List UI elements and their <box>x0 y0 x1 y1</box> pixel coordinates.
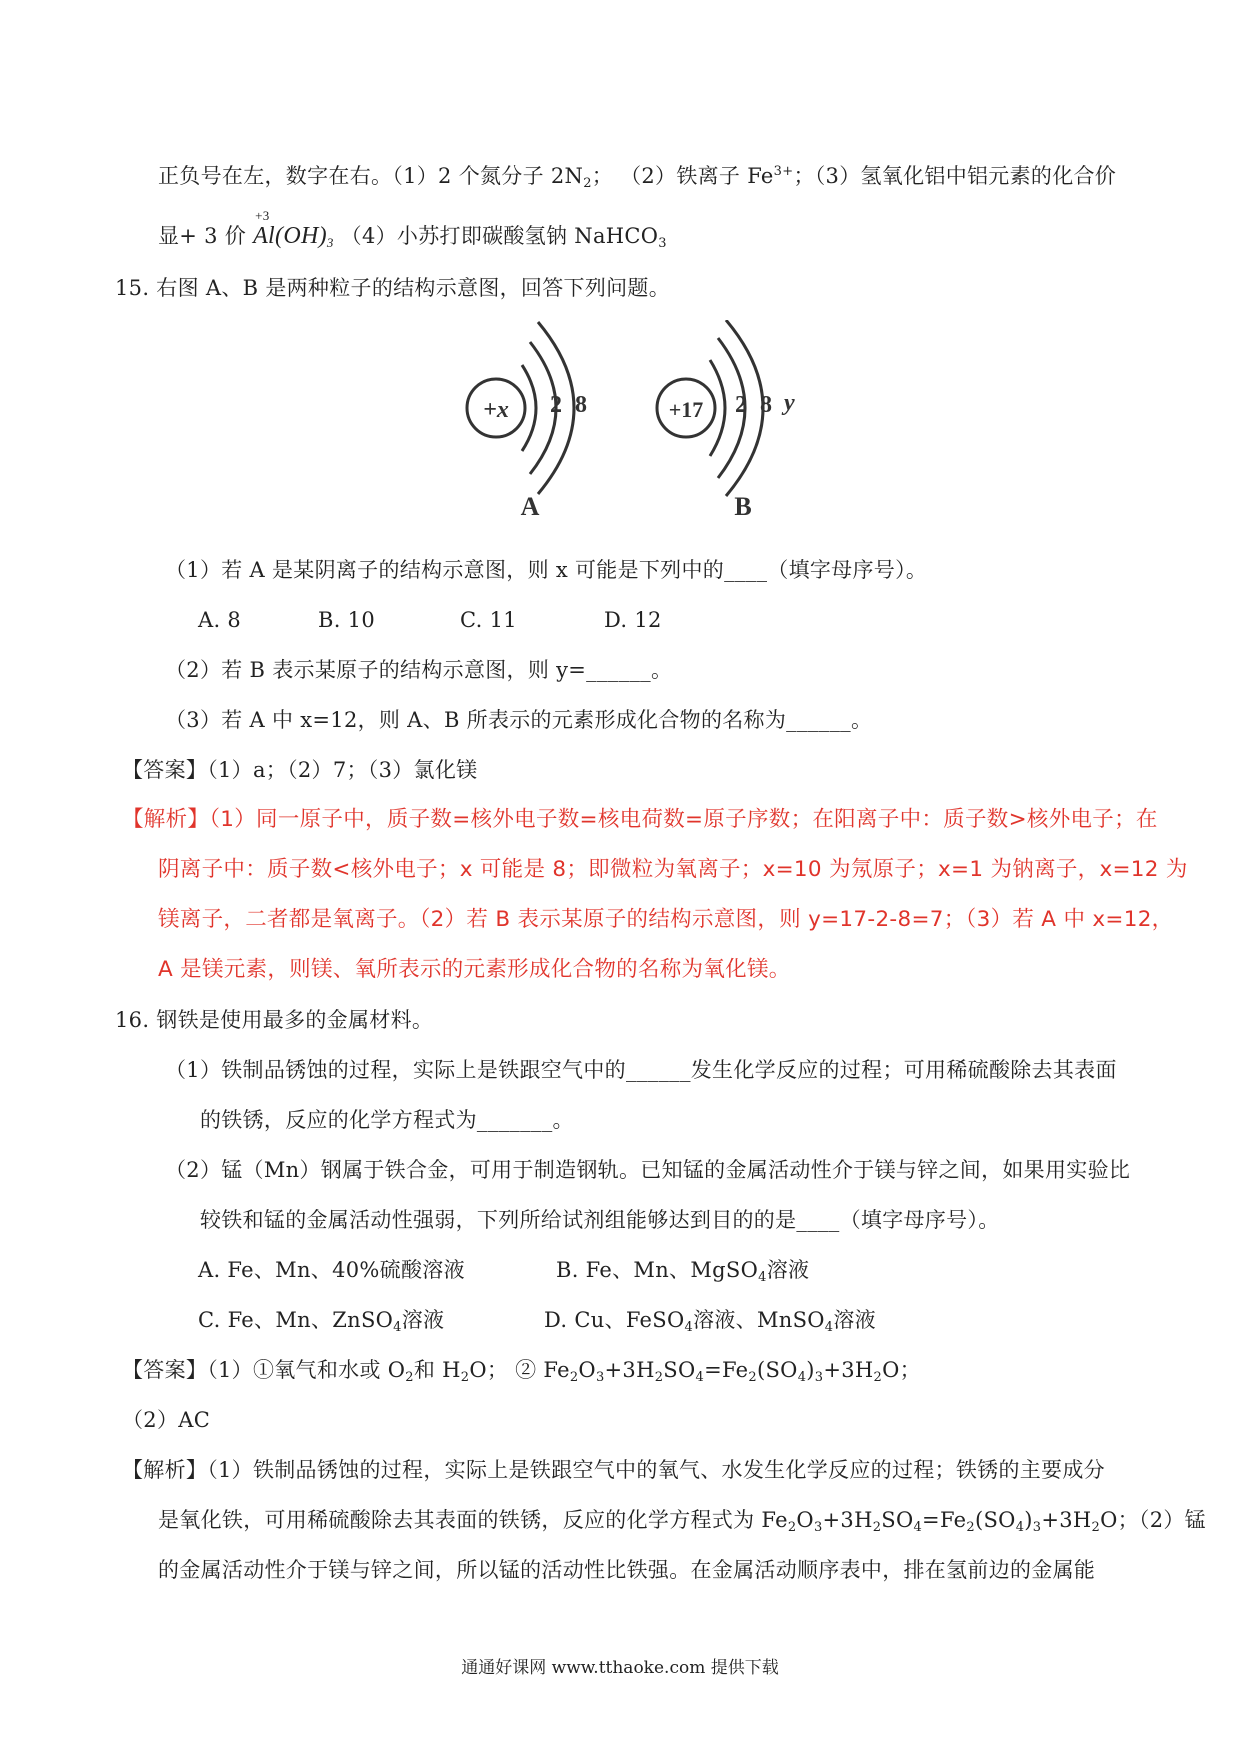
question-16-sub1-cont: 的铁锈，反应的化学方程式为_______。 <box>200 1108 574 1132</box>
text-run: D. Cu、FeSO <box>544 1308 685 1332</box>
text-run: 是氧化铁，可用稀硫酸除去其表面的铁锈，反应的化学方程式为 Fe <box>158 1508 788 1532</box>
text-run: B. Fe、Mn、MgSO <box>556 1258 759 1282</box>
text-run: 溶液 <box>833 1308 876 1332</box>
question-16-analysis-cont: 的金属活动性介于镁与锌之间，所以锰的活动性比铁强。在金属活动顺序表中，排在氢前边的金属能 <box>158 1558 1096 1582</box>
text-run: 显+ 3 价 <box>158 224 254 248</box>
question-16-analysis-cont <box>158 1506 1206 1542</box>
label-B: B <box>734 492 752 521</box>
question-15-analysis-line: 【解析】（1）同一原子中，质子数=核外电子数=核电荷数=原子序数；在阳离子中：质子数>核外电子；在 <box>122 807 1158 832</box>
superscript: 3+ <box>773 164 794 179</box>
text-run: (SO <box>974 1508 1016 1532</box>
question-15-sub1: （1）若 A 是某阴离子的结构示意图，则 x 可能是下列中的____（填字母序号）。 <box>165 558 928 582</box>
text-run: 和 H <box>413 1358 461 1382</box>
text-run: +3H <box>1041 1508 1092 1532</box>
label-A: A <box>520 492 540 521</box>
subscript: 4 <box>824 1320 834 1335</box>
text-run: 溶液、MnSO <box>693 1308 825 1332</box>
text-run: 【答案】（1）①氧气和水或 O <box>122 1358 406 1382</box>
question-16-analysis: 【解析】（1）铁制品锈蚀的过程，实际上是铁跟空气中的氧气、水发生化学反应的过程；铁锈的主要成分 <box>122 1458 1105 1482</box>
text-run: ；（3）氢氧化铝中铝元素的化合价 <box>793 164 1117 188</box>
subscript: 4 <box>758 1270 767 1285</box>
text-run: SO <box>663 1358 696 1382</box>
question-16-answer <box>122 1356 921 1392</box>
text-run: O <box>578 1358 596 1382</box>
valence-formula <box>253 208 334 257</box>
option-c: C. 11 <box>460 608 517 632</box>
question-16-sub2-cont: 较铁和锰的金属活动性强弱，下列所给试剂组能够达到目的的是____（填字母序号）。 <box>200 1208 1000 1232</box>
question-16-sub1: （1）铁制品锈蚀的过程，实际上是铁跟空气中的______发生化学反应的过程；可用稀硫酸除去其表面 <box>165 1058 1117 1082</box>
subscript: 2 <box>873 1370 883 1385</box>
subscript: 2 <box>748 1370 757 1385</box>
question-15-analysis-line: 阴离子中：质子数<核外电子；x 可能是 8；即微粒为氧离子；x=10 为氖原子；x=1 为钠离子，x=12 为 <box>158 857 1188 882</box>
subscript: 3 <box>813 1520 823 1535</box>
subscript: 2 <box>787 1520 797 1535</box>
subscript: 2 <box>966 1520 975 1535</box>
subscript: 3 <box>658 236 667 251</box>
question-15-sub2: （2）若 B 表示某原子的结构示意图，则 y=______。 <box>165 658 673 682</box>
question-16-answer-cont: （2）AC <box>122 1408 211 1432</box>
text-run: 溶液 <box>766 1258 810 1282</box>
option-c <box>198 1306 444 1342</box>
subscript: 2 <box>583 176 592 191</box>
diagram-A <box>467 322 587 521</box>
question-15-analysis-line: 镁离子，二者都是氧离子。（2）若 B 表示某原子的结构示意图，则 y=17-2-8=7；（3）若 A 中 x=12， <box>158 907 1174 932</box>
shell-B-count-1: 2 <box>735 392 747 418</box>
subscript: 3 <box>814 1370 824 1385</box>
question-15-sub3: （3）若 A 中 x=12，则 A、B 所表示的元素形成化合物的名称为______。 <box>165 708 873 732</box>
question-15-analysis-line: A 是镁元素，则镁、氧所表示的元素形成化合物的名称为氧化镁。 <box>158 957 791 982</box>
question-15-answer: 【答案】（1）a；（2）7；（3）氯化镁 <box>122 758 478 782</box>
page-footer: 通通好课网 www.tthaoke.com 提供下载 <box>461 1658 779 1678</box>
subscript: 3 <box>595 1370 605 1385</box>
text-run: O；（2）锰 <box>1100 1508 1206 1532</box>
text-run: O； ② Fe <box>469 1358 570 1382</box>
subscript: 3 <box>326 235 334 250</box>
option-b <box>556 1256 809 1292</box>
subscript: 4 <box>684 1320 694 1335</box>
text-run: ； （2）铁离子 Fe <box>591 164 774 188</box>
subscript: 4 <box>393 1320 402 1335</box>
text-run: O； <box>882 1358 921 1382</box>
shell-B-count-2: 8 <box>760 392 772 418</box>
option-d <box>544 1306 876 1342</box>
shell-A-count-1: 2 <box>550 392 562 418</box>
text-line <box>158 158 1116 198</box>
text-run: +3H <box>604 1358 655 1382</box>
subscript: 2 <box>1091 1520 1101 1535</box>
subscript: 2 <box>460 1370 470 1385</box>
text-run: C. Fe、Mn、ZnSO <box>198 1308 394 1332</box>
text-line <box>158 208 667 258</box>
subscript: 2 <box>654 1370 664 1385</box>
shell-B-count-3: y <box>784 390 795 416</box>
valence-mark: +3 <box>255 208 270 223</box>
text-run: ) <box>1024 1508 1033 1532</box>
option-a: A. 8 <box>198 608 242 632</box>
subscript: 2 <box>569 1370 579 1385</box>
diagram-B <box>657 320 795 521</box>
text-run: 溶液 <box>401 1308 445 1332</box>
text-run: =Fe <box>922 1508 967 1532</box>
subscript: 3 <box>1032 1520 1042 1535</box>
text-run: =Fe <box>704 1358 749 1382</box>
subscript: 4 <box>695 1370 705 1385</box>
atom-structure-diagram <box>460 320 880 550</box>
option-b: B. 10 <box>318 608 376 632</box>
shell-A-count-2: 8 <box>575 392 587 418</box>
text-run: SO <box>881 1508 914 1532</box>
shell-B-1 <box>710 360 725 456</box>
text-run: O <box>796 1508 814 1532</box>
option-a: A. Fe、Mn、40%硫酸溶液 <box>198 1258 465 1282</box>
subscript: 2 <box>405 1370 414 1385</box>
option-d: D. 12 <box>604 608 662 632</box>
text-run: 正负号在左，数字在右。（1）2 个氮分子 2N <box>158 164 584 188</box>
question-15-stem: 15. 右图 A、B 是两种粒子的结构示意图，回答下列问题。 <box>115 276 671 300</box>
formula-main: Al(OH) <box>253 223 327 249</box>
nucleus-A-label: +x <box>483 397 509 423</box>
nucleus-B-label: +17 <box>668 397 704 422</box>
text-run: (SO <box>757 1358 798 1382</box>
subscript: 4 <box>797 1370 807 1385</box>
text-run: （4）小苏打即碳酸氢钠 NaHCO <box>333 224 659 248</box>
text-run: +3H <box>822 1508 873 1532</box>
subscript: 2 <box>872 1520 882 1535</box>
question-16-sub2: （2）锰（Mn）钢属于铁合金，可用于制造钢轨。已知锰的金属活动性介于镁与锌之间，如果用实验比 <box>165 1158 1131 1182</box>
subscript: 4 <box>1015 1520 1025 1535</box>
text-run: +3H <box>823 1358 874 1382</box>
question-16-stem: 16. 钢铁是使用最多的金属材料。 <box>115 1008 434 1032</box>
text-run: ) <box>806 1358 815 1382</box>
subscript: 4 <box>913 1520 923 1535</box>
